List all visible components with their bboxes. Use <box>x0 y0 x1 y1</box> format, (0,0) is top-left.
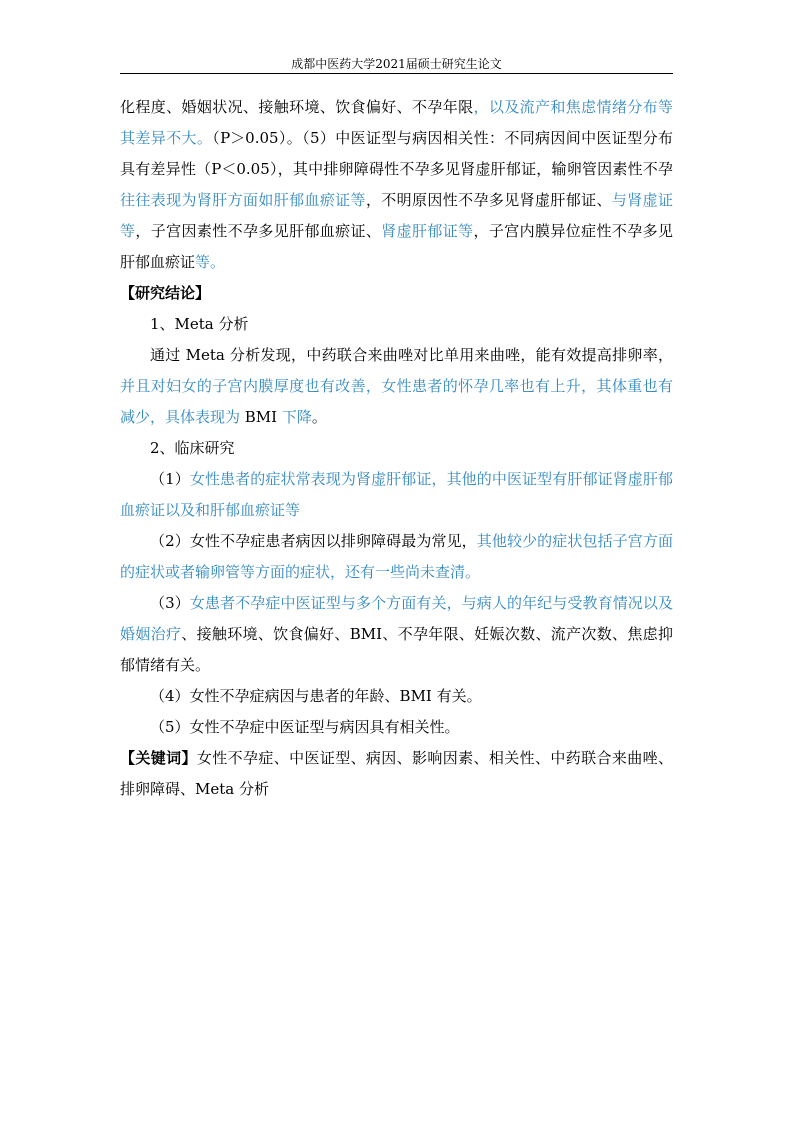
highlighted-text-span: 女患者不孕症中医证型与多个方面有关，与病人的年纪与受教育情况以及婚姻治疗 <box>120 594 673 643</box>
text-span: BMI <box>240 408 282 426</box>
text-span: ，不明原因性不孕多见肾虚肝郁证、 <box>365 191 612 209</box>
highlighted-text-span: 其他较少的症状包括子宫方面的症状或者输卵管等方面的症状，还有一些尚未查清。 <box>120 532 673 581</box>
clinical-finding-3 <box>120 588 673 681</box>
clinical-finding-4: （4）女性不孕症病因与患者的年龄、BMI 有关。 <box>150 687 482 705</box>
document-body <box>120 92 673 805</box>
text-span: 、接触环境、饮食偏好、BMI、不孕年限、妊娠次数、流产次数、焦虑抑郁情绪有关。 <box>120 625 673 674</box>
clinical-finding-1 <box>120 464 673 526</box>
text-span: 通过 Meta 分析发现，中药联合来曲唑对比单用来曲唑，能有效提高排卵率， <box>150 346 673 364</box>
highlighted-text-span: 往往表现为肾肝方面如肝郁血瘀证等 <box>120 191 366 209</box>
clinical-finding-5: （5）女性不孕症中医证型与病因具有相关性。 <box>150 718 460 736</box>
highlighted-text-span: 与肾虚证等 <box>120 191 673 240</box>
text-span: 化程度、婚姻状况、接触环境、饮食偏好、不孕年限 <box>120 98 474 116</box>
highlighted-text-span: 下降 <box>281 408 312 426</box>
header-divider <box>120 73 673 74</box>
item-number: （1） <box>150 470 190 488</box>
item-number: （3） <box>150 594 190 612</box>
text-span: ，子宫内膜异位症性不孕多见肝郁血瘀证 <box>120 222 673 271</box>
text-span: 。 <box>311 408 327 426</box>
running-header: 成都中医药大学2021届硕士研究生论文 <box>291 57 502 71</box>
keywords-text: 女性不孕症、中医证型、病因、影响因素、相关性、中药联合来曲唑、排卵障碍、Meta 分析 <box>120 749 673 798</box>
keywords-label: 【关键词】 <box>120 749 197 767</box>
meta-analysis-heading: 1、Meta 分析 <box>150 315 249 333</box>
highlighted-text-span: ，以及流产和焦虑情绪分布等其差异不大。 <box>120 98 673 147</box>
highlighted-text-span: 女性患者的症状常表现为肾虚肝郁证，其他的中医证型有肝郁证肾虚肝郁血瘀证以及和肝郁血瘀证等 <box>120 470 673 519</box>
highlighted-text-span: 并且对妇女的子宫内膜厚度也有改善，女性患者的怀孕几率也有上升，其体重也有减少，具体表现为 <box>120 377 673 426</box>
highlighted-text-span: 肾虚肝郁证等 <box>381 222 474 240</box>
meta-analysis-paragraph <box>120 340 673 433</box>
clinical-study-heading: 2、临床研究 <box>150 439 235 457</box>
clinical-finding-2 <box>120 526 673 588</box>
text-span: （2）女性不孕症患者病因以排卵障碍最为常见， <box>150 532 477 550</box>
results-paragraph-continued <box>120 92 673 278</box>
text-span: （P＞0.05）。（5）中医证型与病因相关性：不同病因间中医证型分布具有差异性（P＜0.05），其中排卵障碍性不孕多见肾虚肝郁证，输卵管因素性不孕 <box>120 129 673 178</box>
text-span: ，子宫因素性不孕多见肝郁血瘀证、 <box>135 222 382 240</box>
highlighted-text-span: 等。 <box>195 253 226 271</box>
conclusion-heading: 【研究结论】 <box>120 284 211 302</box>
keywords-paragraph <box>120 743 673 805</box>
